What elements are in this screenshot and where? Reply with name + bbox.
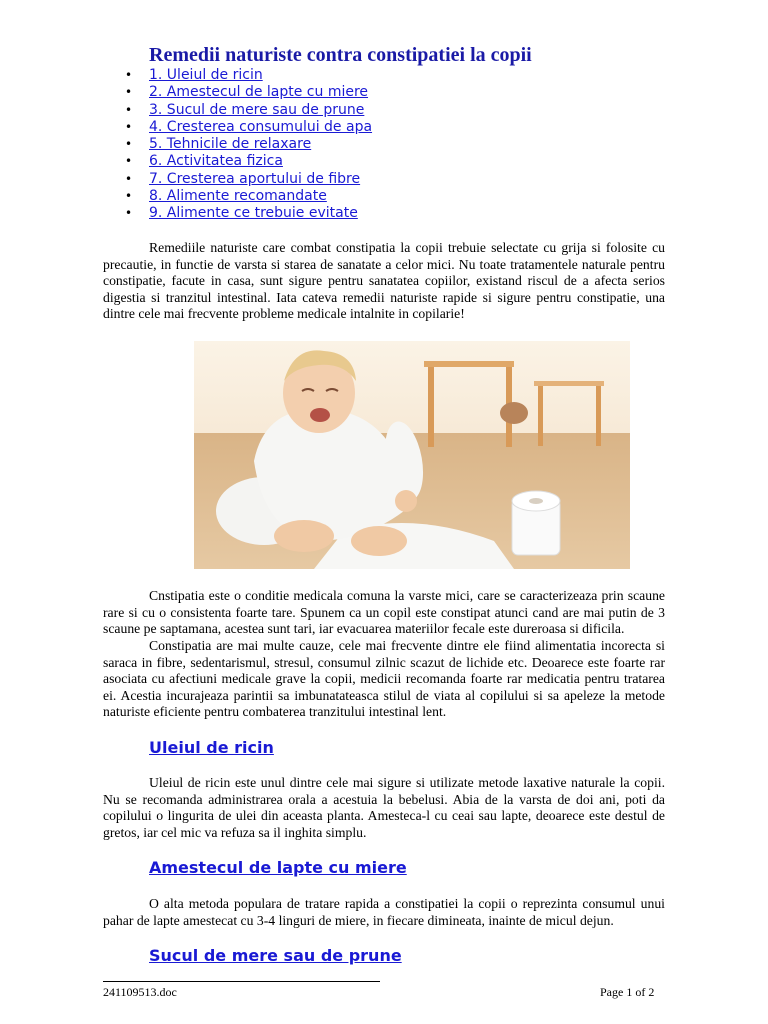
section-paragraph: Uleiul de ricin este unul dintre cele mai sigure si utilizate metode laxative naturale la copii. Nu se recomanda administrarea orala a acestuia la bebelusi. Abia de la varsta de doi ani, poti da copilului o lingurita de ulei din aceasta planta. Amesteca-l cu ceai sau lapte, deoarece este destul de gretos, iar cel mic va refuza sa il inghita simplu.: [103, 775, 665, 840]
toc-item: [103, 205, 663, 222]
toc-item: [103, 119, 663, 136]
definition-paragraph: Cnstipatia este o conditie medicala comuna la varste mici, care se caracterizeaza prin scaune rare si cu o consistenta foarte tare. Spunem ca un copil este constipat atunci cand are mai putin de 3 scaune pe saptamana, acestea sunt tari, iar evacuarea materiilor fecale este dureroasa si dificila.: [103, 588, 665, 637]
table-of-contents: [103, 67, 663, 223]
toc-item: [103, 188, 663, 205]
toc-item: [103, 102, 663, 119]
toc-link-lapte-cu-miere[interactable]: 2. Amestecul de lapte cu miere: [149, 84, 369, 101]
toc-link-fibre[interactable]: 7. Cresterea aportului de fibre: [149, 170, 361, 187]
footer-divider: [103, 981, 380, 982]
toc-link-activitate-fizica[interactable]: 6. Activitatea fizica: [149, 153, 283, 170]
document-title: Remedii naturiste contra constipatiei la copii: [149, 44, 532, 66]
toc-link-alimente-recomandate[interactable]: 8. Alimente recomandate: [149, 188, 327, 205]
heading-lapte-cu-miere[interactable]: Amestecul de lapte cu miere: [149, 858, 407, 877]
footer-filename: 241109513.doc: [103, 985, 177, 999]
toc-item: [103, 171, 663, 188]
toc-link-alimente-evitate[interactable]: 9. Alimente ce trebuie evitate: [149, 205, 358, 222]
toc-item: [103, 67, 663, 84]
causes-paragraph: Constipatia are mai multe cauze, cele mai frecvente dintre ele fiind alimentatia incorecta si saraca in fibre, sedentarismul, stresul, consumul zilnic scazut de lichide etc. Deoarece este foarte rar asociata cu afectiuni medicale grave la copii, medicii recomanda foarte rar medicatia pentru tratarea ei. Acestia incurajeaza parintii sa imbunatateasca stilul de viata al copilului si sa apeleze la metode naturiste eficiente pentru combaterea tranzitului intestinal lent.: [103, 638, 665, 720]
toc-item: [103, 153, 663, 170]
toc-link-suc-mere-prune[interactable]: 3. Sucul de mere sau de prune: [149, 101, 365, 118]
toc-item: [103, 84, 663, 101]
section-paragraph: O alta metoda populara de tratare rapida a constipatiei la copii o reprezinta consumul unui pahar de lapte amestecat cu 3-4 linguri de miere, in fiecare dimineata, inainte de micul dejun.: [103, 896, 665, 928]
toc-link-relaxare[interactable]: 5. Tehnicile de relaxare: [149, 136, 312, 153]
toc-link-consum-apa[interactable]: 4. Cresterea consumului de apa: [149, 118, 373, 135]
toc-item: [103, 136, 663, 153]
footer-page-number: Page 1 of 2: [600, 985, 655, 999]
heading-suc-mere-prune[interactable]: Sucul de mere sau de prune: [149, 946, 402, 965]
intro-paragraph: Remediile naturiste care combat constipatia la copii trebuie selectate cu grija si folosite cu precautie, in functie de varsta si starea de sanatate a celor mici. Nu toate tratamentele naturale pentru constipatie, facute in casa, sunt sigure pentru sanatatea copiilor, existand riscul de a afecta serios digestia si tranzitul intestinal. Iata cateva remedii naturiste rapide si sigure pentru constipatie, una dintre cele mai frecvente probleme medicale intalnite in copilarie!: [103, 240, 665, 322]
child-photo: [194, 341, 630, 569]
toc-link-uleiul-de-ricin[interactable]: 1. Uleiul de ricin: [149, 67, 263, 83]
heading-uleiul-de-ricin[interactable]: Uleiul de ricin: [149, 738, 274, 757]
